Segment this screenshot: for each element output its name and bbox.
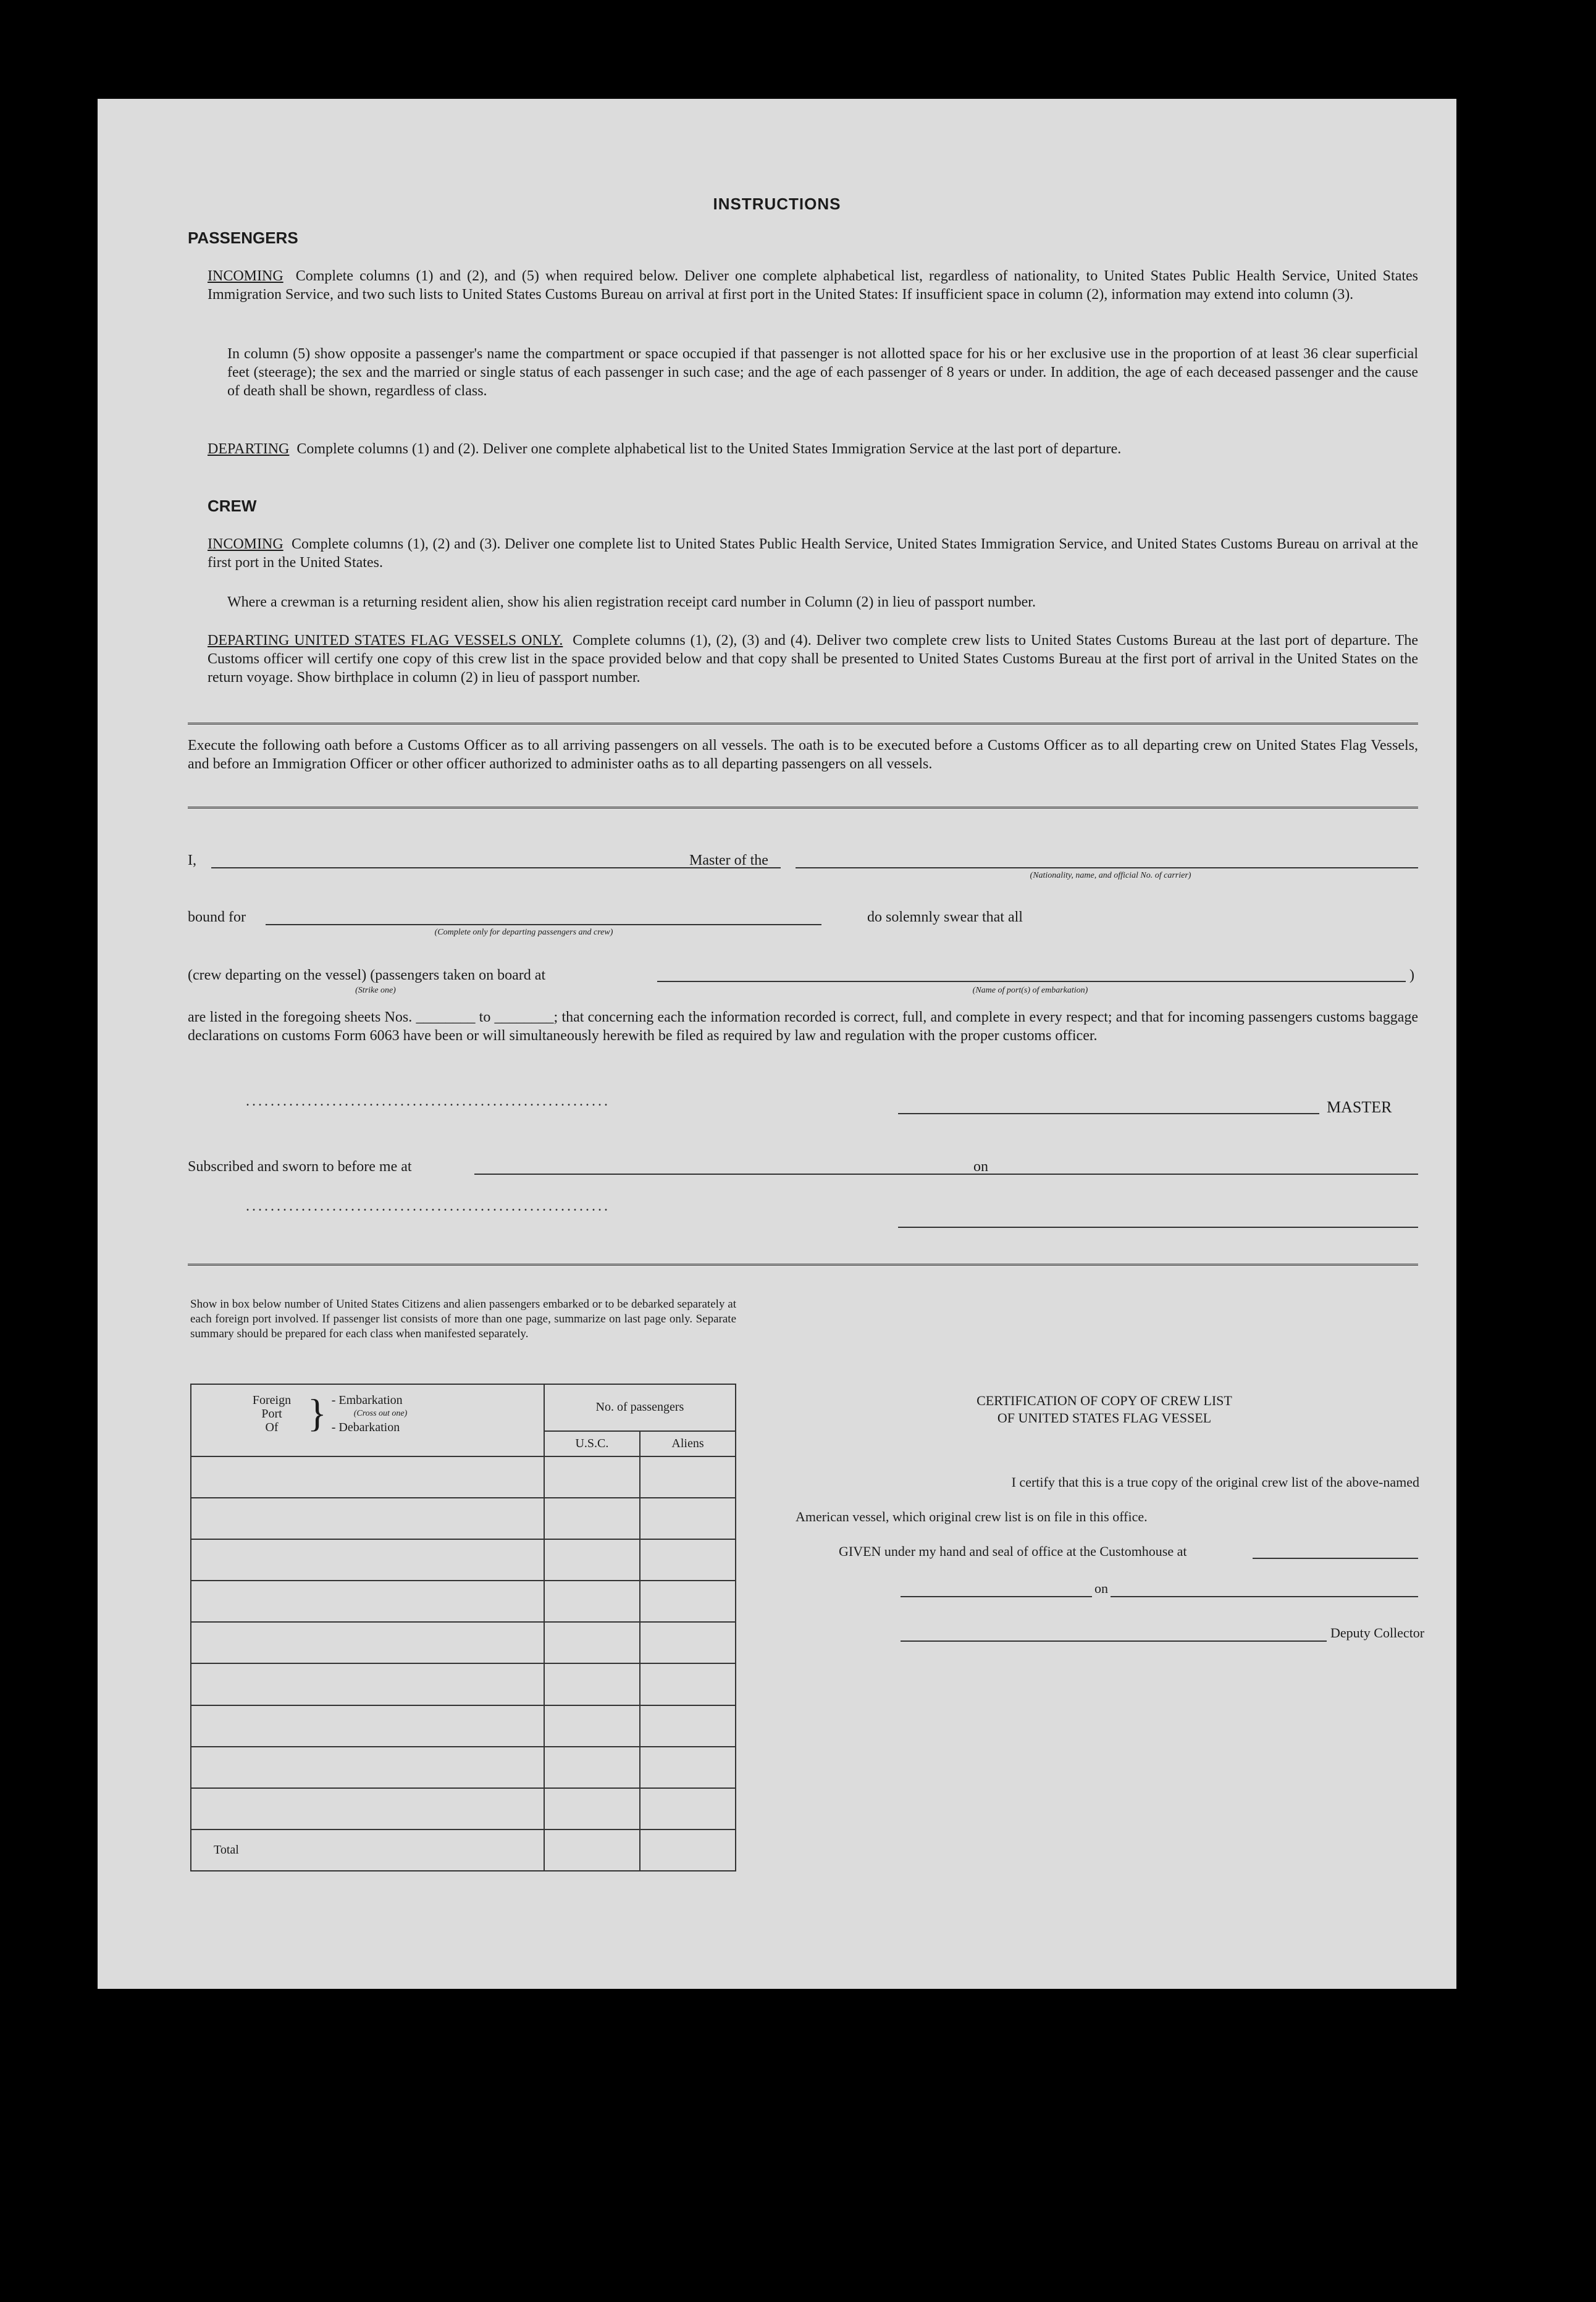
passengers-departing-paragraph	[208, 440, 1418, 458]
table-cell[interactable]	[544, 1663, 640, 1705]
close-paren: )	[1409, 967, 1414, 983]
subscribed-on-label: on	[973, 1159, 988, 1175]
aliens-header: Aliens	[640, 1431, 736, 1456]
table-cell[interactable]	[640, 1456, 736, 1498]
passengers-incoming-paragraph	[208, 267, 1418, 304]
table-row	[191, 1747, 736, 1788]
oath-divider	[188, 807, 1418, 811]
table-cell[interactable]	[191, 1498, 544, 1539]
master-signature-line[interactable]	[898, 1113, 1319, 1114]
certification-date-line[interactable]	[901, 1596, 1418, 1597]
total-row	[191, 1829, 736, 1871]
table-cell[interactable]	[191, 1581, 544, 1622]
crew-heading: CREW	[208, 497, 257, 515]
table-cell[interactable]	[191, 1788, 544, 1829]
dotted-line: ...........................................................	[246, 1198, 610, 1214]
table-cell[interactable]	[640, 1581, 736, 1622]
dotted-line: ...........................................................	[246, 1093, 610, 1109]
table-cell[interactable]	[191, 1747, 544, 1788]
passengers-departing-text: Complete columns (1) and (2). Deliver one complete alphabetical list to the United States Immigration Service at the last port of departure.	[296, 441, 1122, 457]
certification-heading	[796, 1392, 1413, 1427]
crew-departing-paragraph	[208, 631, 1418, 687]
passengers-incoming-text: Complete columns (1) and (2), and (5) when required below. Deliver one complete alphabetical list, regardless of nationality, to United States Public Health Service, United States Immigration Service, and two such lists to United States Customs Bureau on arrival at first port in the United States: If insufficient space in column (2), information may extend into column (3).	[208, 268, 1419, 303]
table-cell[interactable]	[544, 1622, 640, 1663]
certification-heading-line1: CERTIFICATION OF COPY OF CREW LIST	[976, 1393, 1232, 1408]
brace-icon: }	[308, 1391, 327, 1435]
oath-bottom-divider	[188, 1264, 1418, 1268]
crew-departing-text: Complete columns (1), (2), (3) and (4). Deliver two complete crew lists to United States Customs Bureau at the last port of departure. The Customs officer will certify one copy of this crew list in the space provided below and that copy shall be presented to United States Customs Bureau at the first port of arrival in the United States on the return voyage. Show birthplace in column (2) in lieu of passport number.	[208, 632, 1418, 686]
column5-paragraph: In column (5) show opposite a passenger's name the compartment or space occupied if that passenger is not allotted space for his or her exclusive use in the proportion of at least 36 clear superficial feet (steerage); the sex and the married or single status of each passenger in such case; and the age of each passenger of 8 years or under. In addition, the age of each deceased passenger and the cause of death shall be shown, regardless of class.	[227, 346, 1418, 399]
table-row	[191, 1581, 736, 1622]
crew-returning-paragraph: Where a crewman is a returning resident alien, show his alien registration receipt card number in Column (2) in lieu of passport number.	[227, 594, 1036, 610]
table-cell[interactable]	[544, 1539, 640, 1581]
crew-incoming-text: Complete columns (1), (2) and (3). Deliver one complete list to United States Public Health Service, United States Immigration Service, and United States Customs Bureau on arrival at the first port in the United States.	[208, 536, 1419, 571]
bound-for-label: bound for	[188, 909, 246, 925]
table-cell[interactable]	[544, 1788, 640, 1829]
oath-intro: Execute the following oath before a Customs Officer as to all arriving passengers on all vessels. The oath is to be executed before a Customs Officer as to all departing crew on United States Flag Vessels, and before an Immigration Officer or other officer authorized to administer oaths as to all departing passengers on all vessels.	[188, 737, 1418, 772]
oath-i-label: I,	[188, 852, 196, 868]
certify-line1: I certify that this is a true copy of the original crew list of the above-named	[1011, 1474, 1419, 1490]
certification-on-label: on	[1092, 1580, 1111, 1597]
strike-one-caption: (Strike one)	[355, 986, 396, 995]
table-row	[191, 1705, 736, 1747]
port-label: Port	[261, 1407, 282, 1421]
usc-header: U.S.C.	[544, 1431, 640, 1456]
ports-caption: (Name of port(s) of embarkation)	[972, 986, 1088, 995]
table-cell[interactable]	[640, 1747, 736, 1788]
section-divider	[188, 723, 1418, 727]
passengers-heading: PASSENGERS	[188, 229, 298, 247]
table-row	[191, 1622, 736, 1663]
officer-signature-line[interactable]	[898, 1227, 1418, 1228]
table-cell[interactable]	[544, 1705, 640, 1747]
table-cell[interactable]	[544, 1581, 640, 1622]
deputy-signature-line[interactable]	[901, 1640, 1327, 1642]
table-cell[interactable]	[544, 1747, 640, 1788]
table-cell[interactable]	[191, 1663, 544, 1705]
table-cell[interactable]	[191, 1705, 544, 1747]
document-page	[98, 99, 1456, 1989]
table-cell[interactable]	[191, 1456, 544, 1498]
table-row	[191, 1456, 736, 1498]
table-cell[interactable]	[544, 1498, 640, 1539]
table-cell[interactable]	[640, 1705, 736, 1747]
table-cell[interactable]	[191, 1539, 544, 1581]
subscribed-date-line[interactable]	[993, 1174, 1418, 1175]
customhouse-line[interactable]	[1253, 1558, 1418, 1559]
certify-line2: American vessel, which original crew list is on file in this office.	[796, 1509, 1148, 1524]
master-label: MASTER	[1327, 1098, 1392, 1116]
debarkation-label: - Debarkation	[331, 1421, 400, 1434]
table-cell[interactable]	[640, 1539, 736, 1581]
table-cell[interactable]	[544, 1456, 640, 1498]
passengers-departing-label: DEPARTING	[208, 441, 290, 457]
bound-for-line[interactable]	[266, 924, 821, 925]
table-row	[191, 1663, 736, 1705]
master-of-label: Master of the	[689, 852, 768, 868]
table-row	[191, 1788, 736, 1829]
certification-heading-line2: OF UNITED STATES FLAG VESSEL	[997, 1410, 1212, 1426]
total-usc-cell[interactable]	[544, 1829, 640, 1871]
table-cell[interactable]	[640, 1788, 736, 1829]
table-cell[interactable]	[640, 1498, 736, 1539]
crew-departing-label: DEPARTING UNITED STATES FLAG VESSELS ONLY.	[208, 632, 563, 649]
cross-out-caption: (Cross out one)	[353, 1409, 408, 1418]
table-cell[interactable]	[640, 1622, 736, 1663]
swear-text: do solemnly swear that all	[867, 909, 1023, 925]
total-aliens-cell[interactable]	[640, 1829, 736, 1871]
passengers-incoming-label: INCOMING	[208, 268, 284, 284]
deputy-collector-label: Deputy Collector	[1330, 1625, 1425, 1640]
carrier-line[interactable]	[796, 867, 1418, 868]
passenger-summary-table	[190, 1384, 736, 1871]
embarkation-ports-line[interactable]	[657, 981, 1406, 982]
crew-incoming-paragraph	[208, 535, 1418, 572]
page-title: INSTRUCTIONS	[713, 195, 841, 213]
table-cell[interactable]	[191, 1622, 544, 1663]
no-of-passengers-header: No. of passengers	[544, 1384, 736, 1431]
total-label: Total	[191, 1829, 544, 1871]
crew-departing-text: (crew departing on the vessel) (passengers taken on board at	[188, 967, 546, 983]
subscribed-label: Subscribed and sworn to before me at	[188, 1159, 412, 1175]
given-text: GIVEN under my hand and seal of office at the Customhouse at	[839, 1544, 1187, 1559]
of-label: Of	[265, 1421, 279, 1434]
complete-only-caption: (Complete only for departing passengers and crew)	[434, 928, 613, 937]
embarkation-label: - Embarkation	[331, 1393, 403, 1407]
summary-instructions: Show in box below number of United States Citizens and alien passengers embarked or to be debarked separately at each foreign port involved. If passenger list consists of more than one page, summarize on last page only. Separate summary should be prepared for each class when manifested separately.	[190, 1298, 736, 1340]
table-cell[interactable]	[640, 1663, 736, 1705]
table-row	[191, 1498, 736, 1539]
nationality-caption: (Nationality, name, and official No. of carrier)	[1030, 871, 1191, 880]
foreign-port-header	[191, 1384, 544, 1456]
crew-incoming-label: INCOMING	[208, 536, 284, 552]
listed-paragraph: are listed in the foregoing sheets Nos. ________ to ________; that concerning each the information recorded is correct, full, and complete in every respect; and that for incoming passengers customs baggage declarations on customs Form 6063 have been or will simultaneously herewith be filed as required by law and regulation with the proper customs officer.	[188, 1009, 1418, 1044]
foreign-label: Foreign	[252, 1393, 292, 1407]
table-row	[191, 1539, 736, 1581]
